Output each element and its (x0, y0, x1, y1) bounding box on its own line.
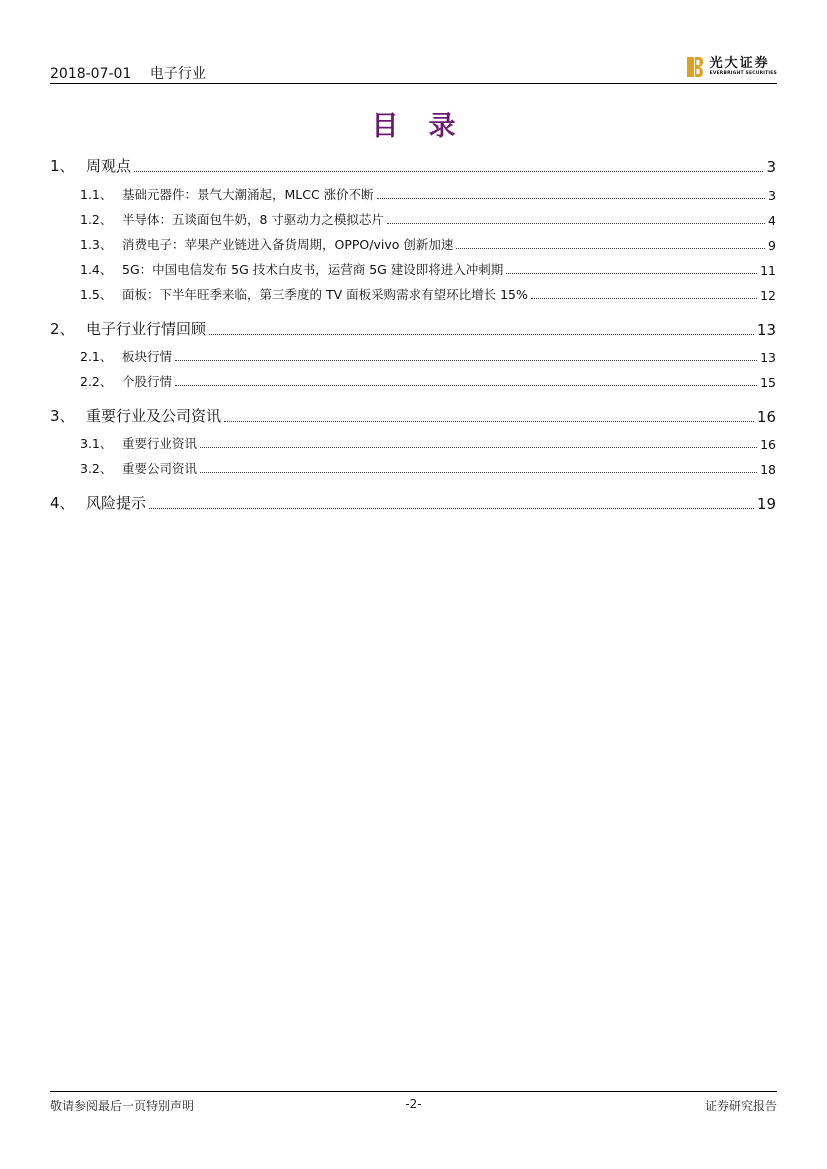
toc-leader (134, 171, 763, 172)
toc-number: 1.3、 (80, 237, 113, 252)
toc-leader (387, 223, 765, 224)
toc-page: 13 (760, 350, 776, 365)
toc-title: 目录 (371, 111, 486, 142)
toc-entry[interactable] (80, 460, 776, 477)
toc-page: 16 (756, 408, 776, 426)
toc-text: 重要公司资讯 (122, 461, 198, 476)
report-type: 证券研究报告 (704, 1099, 777, 1113)
toc-number: 1.1、 (80, 187, 113, 202)
toc-page: 13 (756, 321, 776, 339)
toc-leader (149, 508, 754, 509)
toc-page: 11 (760, 263, 776, 278)
toc-number: 1.4、 (80, 262, 113, 277)
toc-page: 19 (756, 495, 776, 513)
toc-leader (224, 421, 754, 422)
toc-entry[interactable] (80, 211, 776, 228)
toc-number: 1.5、 (80, 287, 113, 302)
toc-text: 板块行情 (122, 349, 173, 364)
toc-number: 1、 (50, 157, 75, 175)
toc-page: 9 (768, 238, 776, 253)
toc-text: 5G：中国电信发布 5G 技术白皮书，运营商 5G 建设即将进入冲刺期 (122, 262, 504, 277)
toc-leader (175, 360, 757, 361)
page-header (50, 50, 777, 84)
toc-leader (456, 248, 765, 249)
toc-leader (175, 385, 757, 386)
toc-number: 3、 (50, 407, 75, 425)
toc-text: 半导体：五谈面包牛奶，8 寸驱动力之模拟芯片 (122, 212, 384, 227)
toc-leader (506, 273, 757, 274)
toc-entry[interactable] (80, 261, 776, 278)
toc-leader (200, 447, 757, 448)
toc-number: 2.1、 (80, 349, 113, 364)
toc-text: 个股行情 (122, 374, 173, 389)
toc-leader (377, 198, 765, 199)
toc-page: 4 (768, 213, 776, 228)
toc-entry[interactable] (50, 156, 776, 176)
toc-number: 1.2、 (80, 212, 113, 227)
toc-text: 基础元器件：景气大潮涌起，MLCC 涨价不断 (122, 187, 374, 202)
toc-text: 风险提示 (86, 494, 147, 512)
header-info (50, 63, 206, 83)
toc-page: 16 (760, 437, 776, 452)
toc-page: 18 (760, 462, 776, 477)
toc-text: 重要行业及公司资讯 (86, 407, 222, 425)
toc-page: 3 (766, 158, 776, 176)
toc-number: 3.1、 (80, 436, 113, 451)
toc-entry[interactable] (80, 286, 776, 303)
toc-leader (531, 298, 757, 299)
toc-text: 消费电子：苹果产业链进入备货周期，OPPO/vivo 创新加速 (122, 237, 454, 252)
logo-chinese-name: 光大证券 (709, 56, 770, 72)
toc-number: 3.2、 (80, 461, 113, 476)
toc-number: 2.2、 (80, 374, 113, 389)
toc-leader (200, 472, 757, 473)
report-date: 2018-07-01 (50, 66, 132, 82)
page-footer (50, 1091, 777, 1120)
toc-text: 周观点 (86, 157, 132, 175)
toc-entry[interactable] (80, 186, 776, 203)
toc-entry[interactable] (50, 493, 776, 513)
toc-text: 面板：下半年旺季来临，第三季度的 TV 面板采购需求有望环比增长 15% (122, 287, 528, 302)
logo-english-name: EVERBRIGHT SECURITIES (709, 71, 777, 77)
toc-leader (209, 334, 754, 335)
toc-text: 重要行业资讯 (122, 436, 198, 451)
toc-page: 3 (768, 188, 776, 203)
toc-entry[interactable] (80, 348, 776, 365)
toc-entry[interactable] (50, 319, 776, 339)
everbright-logo (686, 54, 777, 80)
toc-number: 2、 (50, 320, 75, 338)
toc-entry[interactable] (50, 406, 776, 426)
toc-text: 电子行业行情回顾 (86, 320, 207, 338)
toc-number: 4、 (50, 494, 75, 512)
everbright-logo-icon (686, 56, 704, 78)
disclaimer-note: 敬请参阅最后一页特别声明 (50, 1099, 195, 1113)
toc-entry[interactable] (80, 435, 776, 452)
toc-entry[interactable] (80, 373, 776, 390)
page-number: -2- (405, 1097, 422, 1111)
toc-page: 15 (760, 375, 776, 390)
toc-page: 12 (760, 288, 776, 303)
industry-label: 电子行业 (149, 66, 206, 82)
toc-entry[interactable] (80, 236, 776, 253)
